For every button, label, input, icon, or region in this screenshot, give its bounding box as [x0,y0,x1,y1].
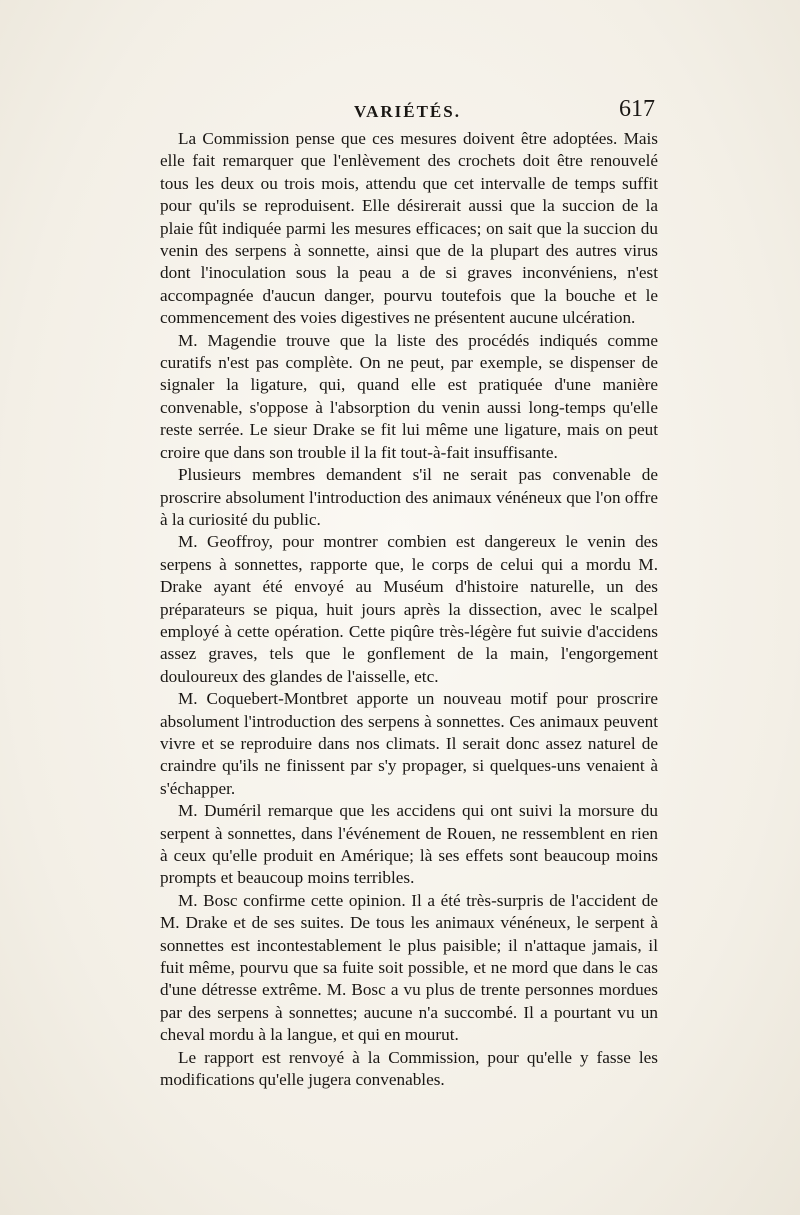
page-number: 617 [619,96,655,122]
paragraph-commission: La Commission pense que ces mesures doivent être adoptées. Mais elle fait remarquer que l'enlèvement des crochets doit être renouvelé tous les deux ou trois mois, attendu que cet intervalle de temps suffit pour qu'ils se reproduisent. Elle désirerait aussi que la succion de la plaie fût indiquée parmi les mesures efficaces; on sait que la succion du venin des serpens à sonnette, ainsi que de la plupart des autres virus dont l'inoculation sous la peau a de si graves inconvéniens, n'est accompagnée d'aucun danger, pourvu toutefois que la bouche et le commencement des voies digestives ne présentent aucune ulcération. [160,129,658,328]
section-title: VARIÉTÉS. [354,102,461,121]
paragraph-geoffroy: M. Geoffroy, pour montrer combien est dangereux le venin des serpens à sonnettes, rapporte que, le corps de celui qui a mordu M. Drake ayant été envoyé au Muséum d'histoire naturelle, un des préparateurs se piqua, huit jours après la dissection, avec le scalpel employé à cette opération. Cette piqûre très-légère fut suivie d'accidens assez graves, tels que le gonflement de la main, l'engorgement douloureux des glandes de l'aisselle, etc. [160,532,658,686]
body-text [160,128,658,1091]
paragraph-magendie: M. Magendie trouve que la liste des procédés indiqués comme curatifs n'est pas complète. On ne peut, par exemple, se dispenser de signaler la ligature, qui, quand elle est pratiquée d'une manière convenable, s'oppose à l'absorption du venin aussi long-temps qu'elle reste serrée. Le sieur Drake se fit lui même une ligature, mais on peut croire que dans son trouble il la fit tout-à-fait insuffisante. [160,330,658,462]
paragraph-rapport: Le rapport est renvoyé à la Commission, pour qu'elle y fasse les modifications qu'elle jugera convenables. [160,1047,658,1090]
paragraph-dumeril: M. Duméril remarque que les accidens qui ont suivi la morsure du serpent à sonnettes, dans l'événement de Rouen, ne ressemblent en rien à ceux qu'elle produit en Amérique; là ses effets sont beaucoup moins prompts et beaucoup moins terribles. [160,801,658,888]
paragraph-plusieurs-membres: Plusieurs membres demandent s'il ne serait pas convenable de proscrire absolument l'introduction des animaux vénéneux que l'on offre à la curiosité du public. [160,465,658,529]
paragraph-coquebert-montbret: M. Coquebert-Montbret apporte un nouveau motif pour proscrire absolument l'introduction des serpens à sonnettes. Ces animaux peuvent vivre et se reproduire dans nos climats. Il serait donc assez naturel de craindre qu'ils ne finissent par s'y propager, si quelques-uns venaient à s'échapper. [160,689,658,798]
running-head [160,96,655,126]
paragraph-bosc: M. Bosc confirme cette opinion. Il a été très-surpris de l'accident de M. Drake et de ses suites. De tous les animaux vénéneux, le serpent à sonnettes est incontestablement le plus paisible; il n'attaque jamais, il fuit même, pourvu que sa fuite soit possible, et ne mord que dans le cas d'une détresse extrême. M. Bosc a vu plus de trente personnes mordues par des serpens à sonnettes; aucune n'a succombé. Il a pourtant vu un cheval mordu à la langue, et qui en mourut. [160,890,658,1045]
